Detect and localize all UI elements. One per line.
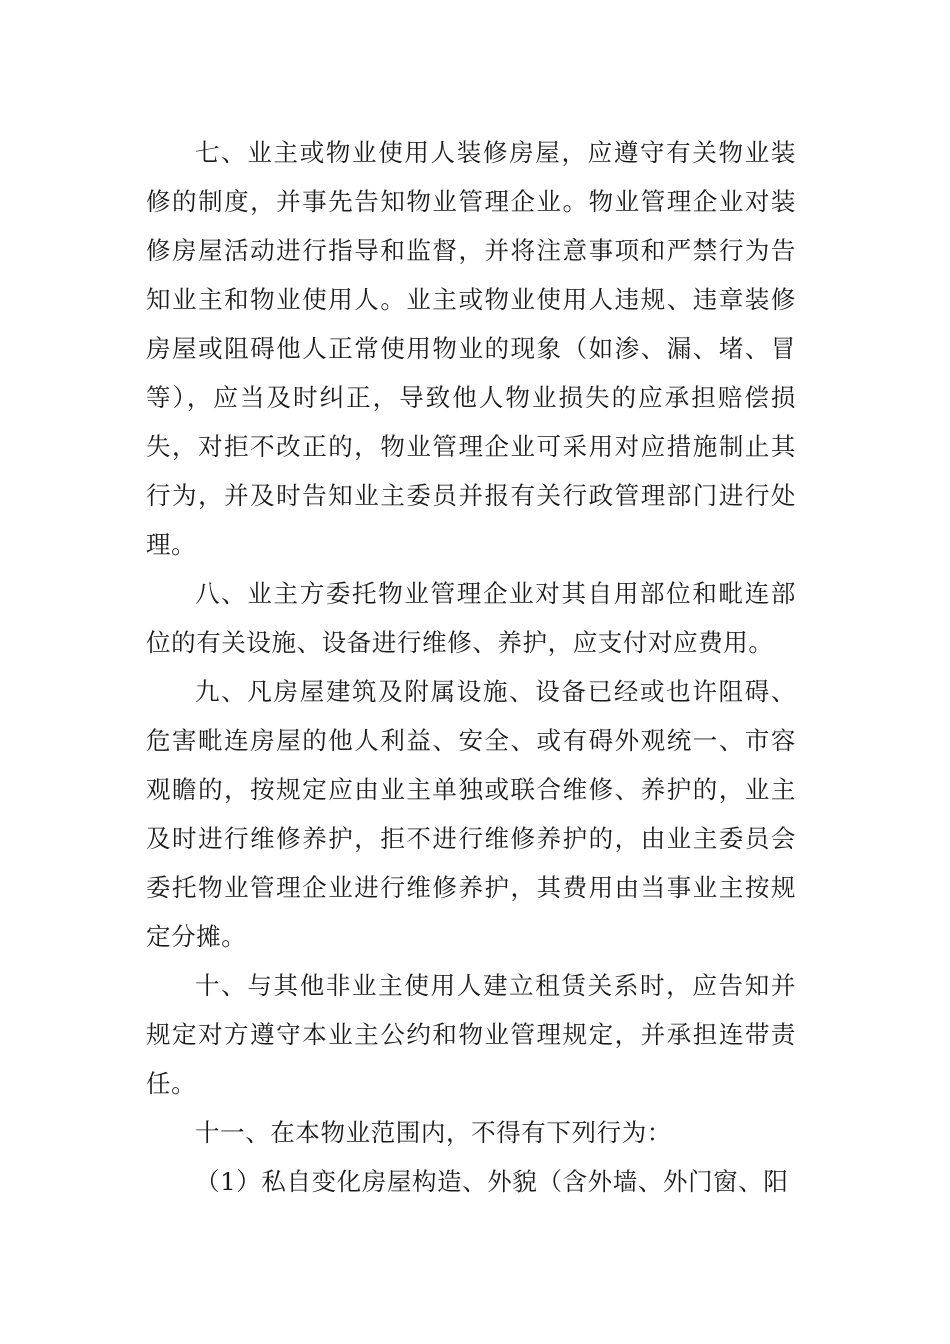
paragraph-11: 十一、在本物业范围内，不得有下列行为： bbox=[195, 1118, 672, 1147]
paragraph-10: 十、与其他非业主使用人建立租赁关系时，应告知并规定对方遵守本业主公约和物业管理规定，并承担连带责任。 bbox=[146, 971, 796, 1098]
paragraph-9: 九、凡房屋建筑及附属设施、设备已经或也许阻碍、危害毗连房屋的他人利益、安全、或有碍外观统一、市容观瞻的，按规定应由业主单独或联合维修、养护的，业主及时进行维修养护，拒不进行维修养护的，由业主委员会委托物业管理企业进行维修养护，其费用由当事业主按规定分摊。 bbox=[146, 677, 796, 951]
paragraph-7: 七、业主或物业使用人装修房屋，应遵守有关物业装修的制度，并事先告知物业管理企业。物业管理企业对装修房屋活动进行指导和监督，并将注意事项和严禁行为告知业主和物业使用人。业主或物业使用人违规、违章装修房屋或阻碍他人正常使用物业的现象（如渗、漏、堵、冒等），应当及时纠正，导致他人物业损失的应承担赔偿损失，对拒不改正的，物业管理企业可采用对应措施制止其行为，并及时告知业主委员并报有关行政管理部门进行处理。 bbox=[146, 138, 796, 559]
document-page bbox=[146, 128, 796, 1206]
paragraph-11-item-1: （1）私自变化房屋构造、外貌（含外墙、外门窗、阳 bbox=[195, 1167, 789, 1196]
paragraph-8: 八、业主方委托物业管理企业对其自用部位和毗连部位的有关设施、设备进行维修、养护，应支付对应费用。 bbox=[146, 579, 796, 657]
